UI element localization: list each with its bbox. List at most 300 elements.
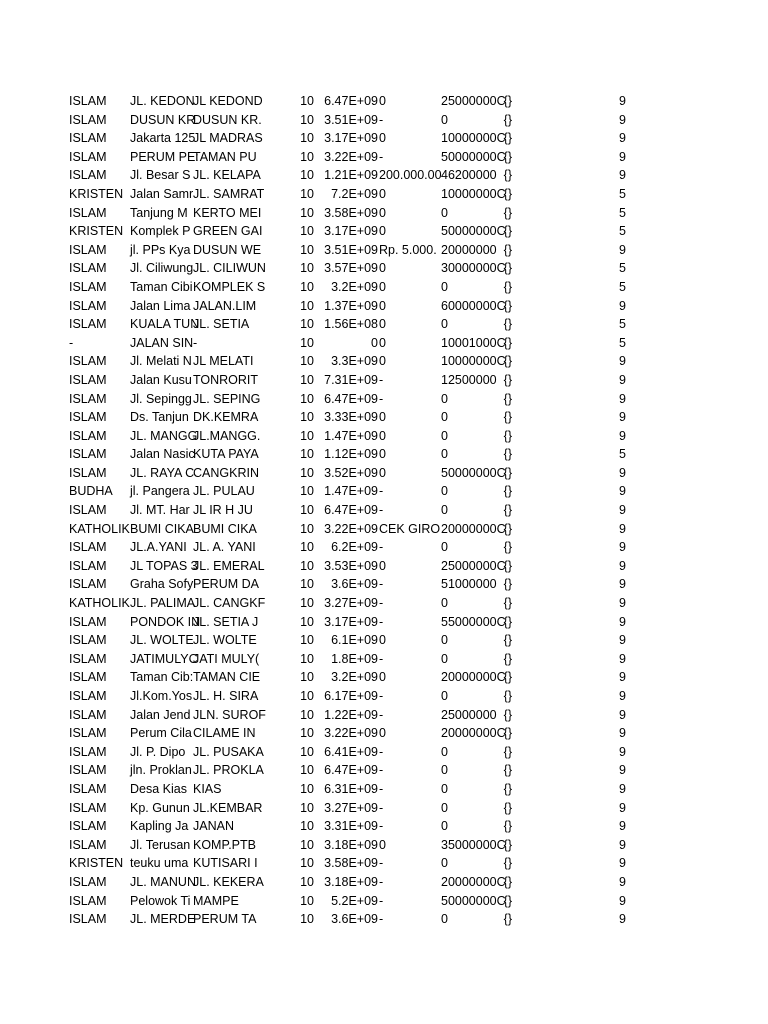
- number-cell: 10: [300, 112, 314, 127]
- braces-cell: {}: [503, 781, 512, 796]
- phone-number-cell: 3.22E+09: [324, 521, 378, 536]
- address-alt-cell: JL. SAMRAT: [193, 186, 265, 201]
- religion-cell: ISLAM: [69, 707, 107, 722]
- code-cell: 9: [619, 781, 626, 796]
- braces-cell: {}: [503, 168, 512, 183]
- phone-number-cell: 6.1E+09: [331, 633, 378, 648]
- religion-cell: ISLAM: [69, 800, 107, 815]
- religion-cell: ISLAM: [69, 428, 107, 443]
- number-cell: 10: [300, 503, 314, 518]
- phone-number-cell: 3.51E+09: [324, 112, 378, 127]
- field-cell: 0: [379, 205, 386, 220]
- amount-cell: 0: [441, 651, 448, 666]
- field-cell: 0: [379, 410, 386, 425]
- amount-cell: 0: [441, 689, 448, 703]
- religion-cell: ISLAM: [69, 689, 107, 703]
- code-cell: 9: [619, 540, 626, 555]
- number-cell: 10: [300, 335, 314, 350]
- code-cell: 9: [619, 670, 626, 685]
- code-cell: 9: [619, 410, 626, 425]
- address-alt-cell: JL.KEMBAR: [193, 800, 263, 815]
- address-cell: jl. PPs Kya: [130, 242, 191, 257]
- phone-number-cell: 3.27E+09: [324, 800, 378, 815]
- field-cell: -: [379, 577, 384, 592]
- religion-cell: ISLAM: [69, 465, 107, 480]
- amount-cell: 50000000C: [441, 224, 506, 239]
- address-cell: JL. RAYA C: [130, 465, 195, 480]
- religion-cell: ISLAM: [69, 447, 107, 462]
- number-cell: 10: [300, 596, 314, 611]
- amount-cell: 0: [441, 410, 448, 425]
- phone-number-cell: 6.47E+09: [324, 503, 378, 518]
- address-alt-cell: JL. EMERAL: [193, 558, 265, 573]
- braces-cell: {}: [503, 242, 512, 257]
- address-alt-cell: JATI MULY(: [193, 651, 260, 666]
- number-cell: 10: [300, 298, 314, 313]
- number-cell: 10: [300, 186, 314, 201]
- phone-number-cell: 3.17E+09: [324, 614, 378, 629]
- amount-cell: 50000000C: [441, 465, 506, 480]
- religion-cell: ISLAM: [69, 410, 107, 425]
- field-cell: -: [379, 372, 384, 387]
- braces-cell: {}: [503, 317, 512, 332]
- field-cell: -: [379, 596, 384, 611]
- phone-number-cell: 1.8E+09: [331, 651, 378, 666]
- phone-number-cell: 6.31E+09: [324, 781, 378, 796]
- number-cell: 10: [300, 670, 314, 685]
- table-row: [0, 334, 768, 353]
- number-cell: 10: [300, 261, 314, 276]
- code-cell: 9: [619, 465, 626, 480]
- religion-cell: ISLAM: [69, 168, 107, 183]
- address-cell: JL. PALIMA: [130, 596, 196, 611]
- number-cell: 10: [300, 279, 314, 294]
- address-alt-cell: JALAN.LIM: [193, 298, 257, 313]
- address-cell: teuku uma: [130, 856, 189, 871]
- field-cell: -: [379, 614, 384, 629]
- religion-cell: ISLAM: [69, 354, 107, 369]
- number-cell: 10: [300, 428, 314, 443]
- braces-cell: {}: [503, 186, 512, 201]
- phone-number-cell: 3.58E+09: [324, 205, 378, 220]
- address-cell: Pelowok Ti: [130, 893, 191, 908]
- amount-cell: 10000000C: [441, 186, 506, 201]
- address-alt-cell: DUSUN WE: [193, 242, 262, 257]
- religion-cell: ISLAM: [69, 577, 107, 592]
- address-cell: JATIMULYC: [130, 651, 198, 666]
- code-cell: 9: [619, 168, 626, 183]
- address-cell: Jl. Ciliwung: [130, 261, 194, 276]
- code-cell: 9: [619, 428, 626, 443]
- phone-number-cell: 1.21E+09: [324, 168, 378, 183]
- braces-cell: {}: [503, 465, 512, 480]
- phone-number-cell: 3.33E+09: [324, 410, 378, 425]
- braces-cell: {}: [503, 614, 512, 629]
- code-cell: 9: [619, 298, 626, 313]
- amount-cell: 0: [441, 447, 448, 462]
- religion-cell: ISLAM: [69, 558, 107, 573]
- field-cell: 0: [379, 558, 386, 573]
- religion-cell: -: [69, 335, 74, 350]
- table-row: [0, 910, 768, 929]
- address-alt-cell: KUTISARI I: [193, 856, 258, 871]
- amount-cell: 0: [441, 484, 448, 499]
- phone-number-cell: 3.18E+09: [324, 874, 378, 889]
- amount-cell: 0: [441, 763, 448, 778]
- address-cell: Kp. Gunun: [130, 800, 190, 815]
- table-row: [0, 204, 768, 223]
- braces-cell: {}: [503, 577, 512, 592]
- braces-cell: {}: [503, 335, 512, 350]
- code-cell: 9: [619, 354, 626, 369]
- braces-cell: {}: [503, 670, 512, 685]
- table-row: [0, 241, 768, 260]
- phone-number-cell: 5.2E+09: [331, 893, 378, 908]
- table-row: [0, 371, 768, 390]
- code-cell: 9: [619, 391, 626, 406]
- field-cell: -: [379, 893, 384, 908]
- address-alt-cell: PERUM TA: [193, 912, 257, 927]
- table-row: [0, 594, 768, 613]
- religion-cell: ISLAM: [69, 131, 107, 146]
- code-cell: 5: [619, 205, 626, 220]
- number-cell: 10: [300, 465, 314, 480]
- religion-cell: KATHOLIK: [69, 521, 130, 536]
- field-cell: -: [379, 744, 384, 759]
- table-row: [0, 166, 768, 185]
- address-cell: Graha Sofy: [130, 577, 194, 592]
- amount-cell: 55000000C: [441, 614, 506, 629]
- code-cell: 9: [619, 558, 626, 573]
- table-row: [0, 259, 768, 278]
- field-cell: 0: [379, 94, 386, 108]
- address-cell: JL. KEDON: [130, 94, 195, 108]
- field-cell: CEK GIRO: [379, 521, 441, 536]
- number-cell: 10: [300, 484, 314, 499]
- braces-cell: {}: [503, 558, 512, 573]
- field-cell: -: [379, 856, 384, 871]
- amount-cell: 25000000: [441, 707, 497, 722]
- address-alt-cell: JL. PULAU: [193, 484, 255, 499]
- address-cell: Desa Kias: [130, 781, 187, 796]
- field-cell: -: [379, 391, 384, 406]
- address-cell: Jl. Melati N: [130, 354, 192, 369]
- phone-number-cell: 3.53E+09: [324, 558, 378, 573]
- field-cell: -: [379, 149, 384, 164]
- code-cell: 9: [619, 633, 626, 648]
- amount-cell: 20000000C: [441, 670, 506, 685]
- code-cell: 9: [619, 112, 626, 127]
- address-alt-cell: DK.KEMRA: [193, 410, 259, 425]
- table-row: [0, 408, 768, 427]
- amount-cell: 50000000C: [441, 893, 506, 908]
- amount-cell: 46200000: [441, 168, 497, 183]
- religion-cell: ISLAM: [69, 112, 107, 127]
- religion-cell: ISLAM: [69, 670, 107, 685]
- amount-cell: 0: [441, 205, 448, 220]
- amount-cell: 20000000C: [441, 521, 506, 536]
- table-row: [0, 631, 768, 650]
- phone-number-cell: 3.17E+09: [324, 131, 378, 146]
- address-cell: Perum Cila: [130, 726, 192, 741]
- number-cell: 10: [300, 205, 314, 220]
- amount-cell: 0: [441, 317, 448, 332]
- religion-cell: ISLAM: [69, 874, 107, 889]
- address-alt-cell: KIAS: [193, 781, 222, 796]
- table-row: [0, 799, 768, 818]
- address-alt-cell: JANAN: [193, 819, 234, 834]
- amount-cell: 10000000C: [441, 131, 506, 146]
- phone-number-cell: 3.57E+09: [324, 261, 378, 276]
- number-cell: 10: [300, 726, 314, 741]
- field-cell: -: [379, 763, 384, 778]
- field-cell: 0: [379, 670, 386, 685]
- field-cell: 0: [379, 317, 386, 332]
- religion-cell: ISLAM: [69, 819, 107, 834]
- amount-cell: 20000000C: [441, 874, 506, 889]
- amount-cell: 0: [441, 819, 448, 834]
- address-alt-cell: KOMP.PTB: [193, 837, 256, 852]
- braces-cell: {}: [503, 261, 512, 276]
- religion-cell: KRISTEN: [69, 224, 124, 239]
- code-cell: 9: [619, 149, 626, 164]
- braces-cell: {}: [503, 596, 512, 611]
- religion-cell: ISLAM: [69, 279, 107, 294]
- address-cell: Tanjung M: [130, 205, 188, 220]
- address-alt-cell: JL. PUSAKA: [193, 744, 264, 759]
- amount-cell: 30000000C: [441, 261, 506, 276]
- table-row: [0, 222, 768, 241]
- code-cell: 9: [619, 94, 626, 108]
- number-cell: 10: [300, 540, 314, 555]
- address-alt-cell: JL MELATI: [193, 354, 254, 369]
- phone-number-cell: 1.37E+09: [324, 298, 378, 313]
- address-cell: BUMI CIKA: [130, 521, 194, 536]
- address-alt-cell: JL. CANGKF: [193, 596, 266, 611]
- address-alt-cell: JL. WOLTE: [193, 633, 257, 648]
- braces-cell: {}: [503, 800, 512, 815]
- address-alt-cell: JL. A. YANI: [193, 540, 256, 555]
- address-cell: Taman Cibi: [130, 279, 193, 294]
- religion-cell: ISLAM: [69, 837, 107, 852]
- amount-cell: 0: [441, 112, 448, 127]
- table-row: [0, 501, 768, 520]
- number-cell: 10: [300, 837, 314, 852]
- number-cell: 10: [300, 94, 314, 108]
- braces-cell: {}: [503, 763, 512, 778]
- table-row: [0, 352, 768, 371]
- number-cell: 10: [300, 354, 314, 369]
- braces-cell: {}: [503, 744, 512, 759]
- address-alt-cell: -: [193, 335, 198, 350]
- code-cell: 5: [619, 317, 626, 332]
- braces-cell: {}: [503, 372, 512, 387]
- amount-cell: 0: [441, 503, 448, 518]
- field-cell: 0: [379, 279, 386, 294]
- religion-cell: BUDHA: [69, 484, 113, 499]
- phone-number-cell: 3.27E+09: [324, 596, 378, 611]
- table-row: [0, 743, 768, 762]
- religion-cell: ISLAM: [69, 781, 107, 796]
- braces-cell: {}: [503, 651, 512, 666]
- address-alt-cell: JL MADRAS: [193, 131, 263, 146]
- field-cell: 0: [379, 335, 386, 350]
- code-cell: 9: [619, 744, 626, 759]
- braces-cell: {}: [503, 874, 512, 889]
- phone-number-cell: 6.41E+09: [324, 744, 378, 759]
- table-row: [0, 575, 768, 594]
- phone-number-cell: 3.17E+09: [324, 224, 378, 239]
- phone-number-cell: 1.47E+09: [324, 428, 378, 443]
- religion-cell: ISLAM: [69, 633, 107, 648]
- field-cell: 0: [379, 447, 386, 462]
- code-cell: 5: [619, 224, 626, 239]
- amount-cell: 0: [441, 856, 448, 871]
- religion-cell: ISLAM: [69, 614, 107, 629]
- number-cell: 10: [300, 707, 314, 722]
- table-row: [0, 148, 768, 167]
- field-cell: -: [379, 781, 384, 796]
- phone-number-cell: 7.2E+09: [331, 186, 378, 201]
- code-cell: 5: [619, 279, 626, 294]
- code-cell: 5: [619, 186, 626, 201]
- code-cell: 9: [619, 707, 626, 722]
- number-cell: 10: [300, 893, 314, 908]
- address-alt-cell: MAMPE: [193, 893, 239, 908]
- number-cell: 10: [300, 558, 314, 573]
- phone-number-cell: 6.47E+09: [324, 763, 378, 778]
- address-cell: JL TOPAS 3: [130, 558, 198, 573]
- table-row: [0, 129, 768, 148]
- code-cell: 9: [619, 763, 626, 778]
- table-row: [0, 464, 768, 483]
- code-cell: 9: [619, 800, 626, 815]
- table-row: [0, 873, 768, 892]
- address-alt-cell: JL. KELAPA: [193, 168, 261, 183]
- braces-cell: {}: [503, 428, 512, 443]
- table-row: [0, 557, 768, 576]
- phone-number-cell: 3.51E+09: [324, 242, 378, 257]
- code-cell: 5: [619, 335, 626, 350]
- address-alt-cell: KERTO MEI: [193, 205, 262, 220]
- number-cell: 10: [300, 912, 314, 927]
- braces-cell: {}: [503, 689, 512, 703]
- phone-number-cell: 3.2E+09: [331, 670, 378, 685]
- address-cell: Jl. Besar S: [130, 168, 191, 183]
- braces-cell: {}: [503, 205, 512, 220]
- amount-cell: 0: [441, 800, 448, 815]
- code-cell: 5: [619, 447, 626, 462]
- number-cell: 10: [300, 391, 314, 406]
- code-cell: 9: [619, 577, 626, 592]
- code-cell: 5: [619, 261, 626, 276]
- address-cell: DUSUN KR.: [130, 112, 199, 127]
- amount-cell: 35000000C: [441, 837, 506, 852]
- field-cell: 0: [379, 224, 386, 239]
- address-alt-cell: TAMAN CIE: [193, 670, 261, 685]
- table-row: [0, 706, 768, 725]
- field-cell: -: [379, 819, 384, 834]
- address-alt-cell: BUMI CIKA: [193, 521, 257, 536]
- code-cell: 9: [619, 131, 626, 146]
- phone-number-cell: 3.18E+09: [324, 837, 378, 852]
- number-cell: 10: [300, 410, 314, 425]
- phone-number-cell: 3.31E+09: [324, 819, 378, 834]
- amount-cell: 51000000: [441, 577, 497, 592]
- number-cell: 10: [300, 224, 314, 239]
- amount-cell: 60000000C: [441, 298, 506, 313]
- braces-cell: {}: [503, 484, 512, 499]
- religion-cell: ISLAM: [69, 94, 107, 108]
- phone-number-cell: 1.22E+09: [324, 707, 378, 722]
- address-alt-cell: JL.MANGG.: [193, 428, 261, 443]
- code-cell: 9: [619, 651, 626, 666]
- braces-cell: {}: [503, 540, 512, 555]
- phone-number-cell: 3.6E+09: [331, 577, 378, 592]
- religion-cell: ISLAM: [69, 205, 107, 220]
- braces-cell: {}: [503, 819, 512, 834]
- field-cell: -: [379, 707, 384, 722]
- code-cell: 9: [619, 912, 626, 927]
- address-cell: JL. WOLTE: [130, 633, 194, 648]
- amount-cell: 0: [441, 744, 448, 759]
- phone-number-cell: 3.52E+09: [324, 465, 378, 480]
- phone-number-cell: 6.47E+09: [324, 391, 378, 406]
- phone-number-cell: 3.2E+09: [331, 279, 378, 294]
- phone-number-cell: 3.58E+09: [324, 856, 378, 871]
- address-cell: Jalan Lima: [130, 298, 191, 313]
- address-cell: KUALA TUN: [130, 317, 200, 332]
- table-row: [0, 445, 768, 464]
- table-row: [0, 297, 768, 316]
- number-cell: 10: [300, 614, 314, 629]
- religion-cell: ISLAM: [69, 372, 107, 387]
- braces-cell: {}: [503, 94, 512, 108]
- number-cell: 10: [300, 651, 314, 666]
- address-cell: jl. Pangera: [130, 484, 190, 499]
- field-cell: 200.000.00: [379, 168, 442, 183]
- table-row: [0, 836, 768, 855]
- address-cell: Ds. Tanjun: [130, 410, 189, 425]
- address-cell: Jakarta 125: [130, 131, 196, 146]
- address-alt-cell: CILAME IN: [193, 726, 256, 741]
- table-row: [0, 892, 768, 911]
- religion-cell: ISLAM: [69, 317, 107, 332]
- amount-cell: 25000000C: [441, 558, 506, 573]
- number-cell: 10: [300, 242, 314, 257]
- address-alt-cell: JL. SETIA J: [193, 614, 259, 629]
- address-cell: JL. MERDE: [130, 912, 196, 927]
- phone-number-cell: 3.3E+09: [331, 354, 378, 369]
- code-cell: 9: [619, 242, 626, 257]
- amount-cell: 20000000: [441, 242, 497, 257]
- religion-cell: KRISTEN: [69, 856, 124, 871]
- phone-number-cell: 1.47E+09: [324, 484, 378, 499]
- number-cell: 10: [300, 317, 314, 332]
- braces-cell: {}: [503, 298, 512, 313]
- address-alt-cell: KOMPLEK S: [193, 279, 266, 294]
- amount-cell: 0: [441, 912, 448, 927]
- address-cell: Jl. Terusan: [130, 837, 191, 852]
- address-alt-cell: KUTA PAYA: [193, 447, 259, 462]
- number-cell: 10: [300, 372, 314, 387]
- religion-cell: ISLAM: [69, 744, 107, 759]
- braces-cell: {}: [503, 912, 512, 927]
- religion-cell: ISLAM: [69, 298, 107, 313]
- religion-cell: ISLAM: [69, 149, 107, 164]
- address-alt-cell: GREEN GAI: [193, 224, 263, 239]
- spreadsheet: [0, 92, 768, 929]
